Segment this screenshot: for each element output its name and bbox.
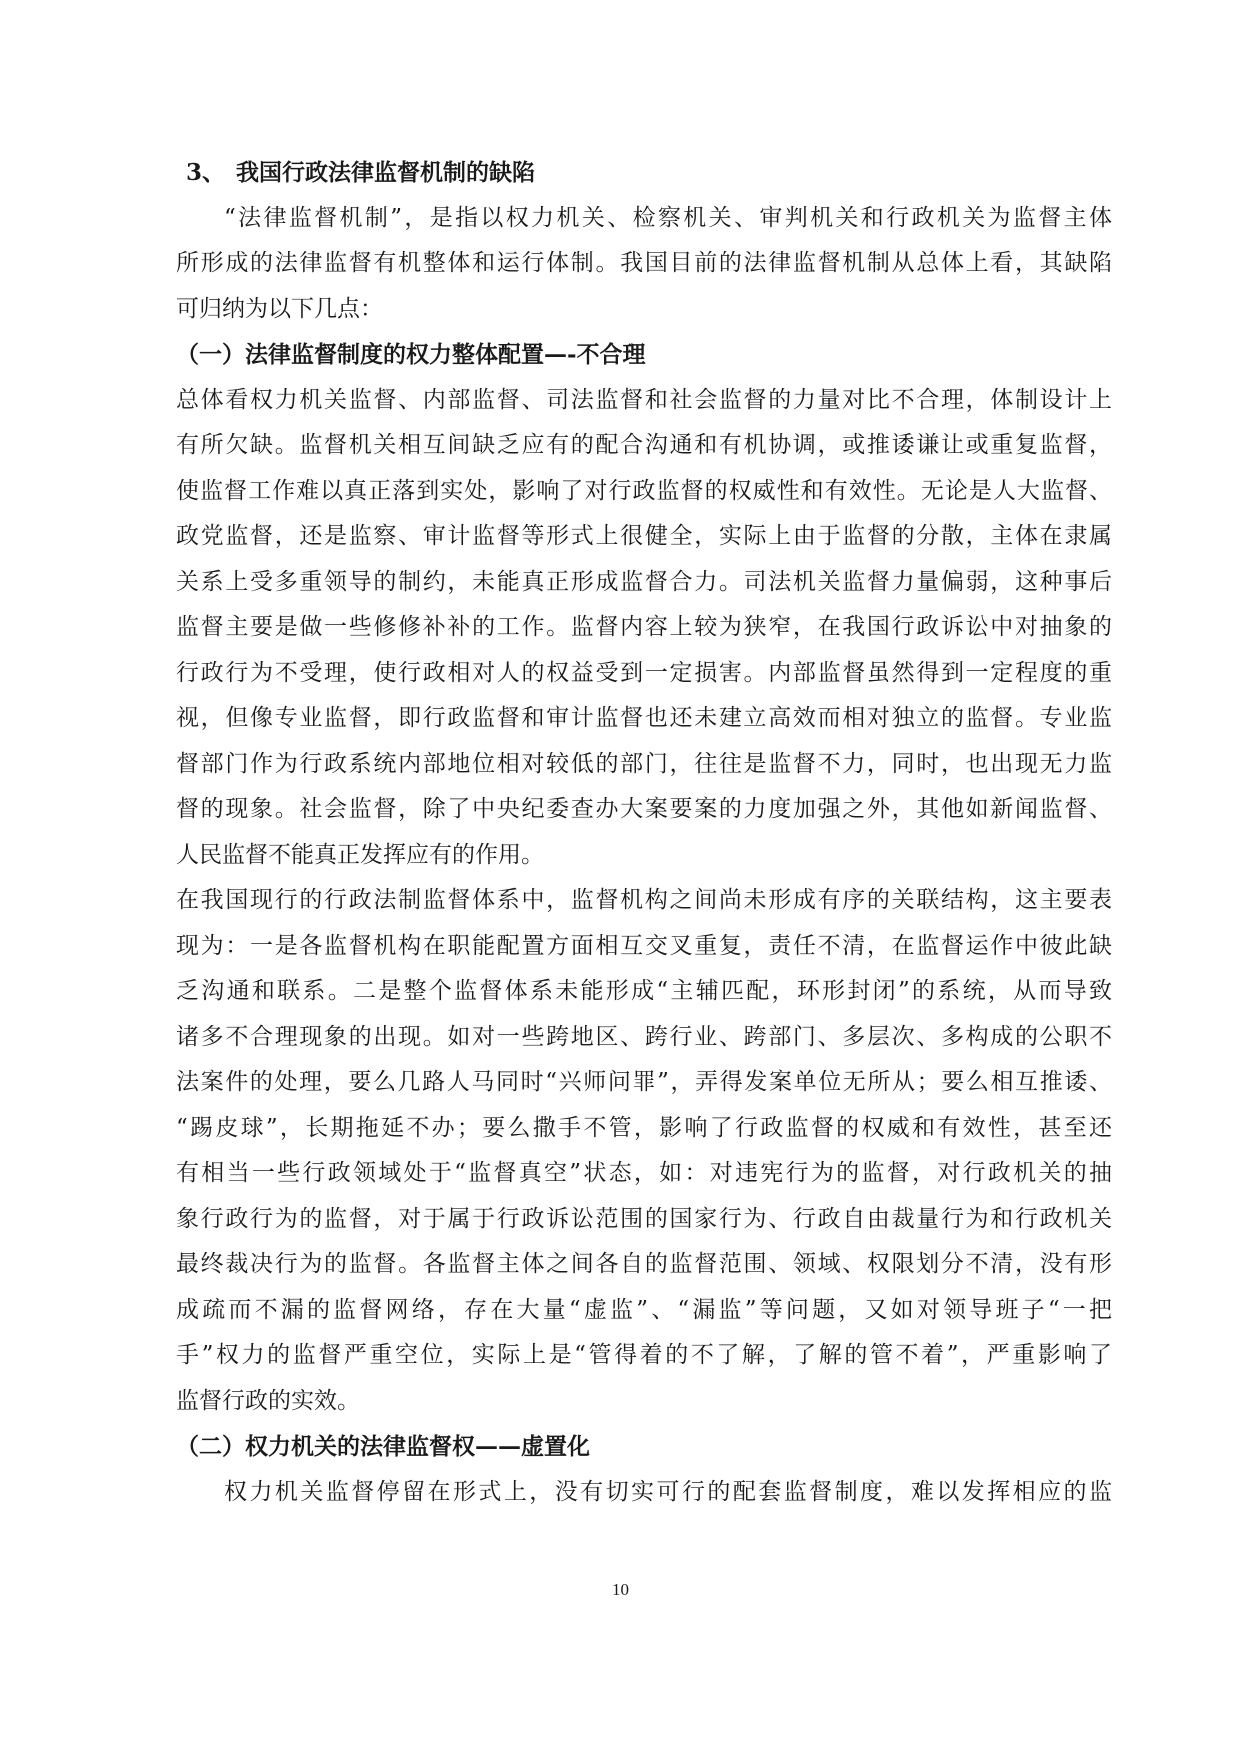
paragraph-1-line: 政党监督，还是监察、审计监督等形式上很健全，实际上由于监督的分散，主体在隶属 (176, 523, 1112, 549)
paragraph-2-line: 乏沟通和联系。二是整个监督体系未能形成“主辅匹配，环形封闭”的系统，从而导致 (176, 978, 1112, 1004)
intro-line: 可归纳为以下几点： (176, 295, 383, 322)
intro-line: “法律监督机制”，是指以权力机关、检察机关、审判机关和行政机关为监督主体 (224, 204, 1112, 231)
intro-line: 所形成的法律监督有机整体和运行体制。我国目前的法律监督机制从总体上看，其缺陷 (176, 250, 1112, 276)
paragraph-2-line: 现为：一是各监督机构在职能配置方面相互交叉重复，责任不清，在监督运作中彼此缺 (176, 932, 1112, 959)
paragraph-2-line: 监督行政的实效。 (176, 1387, 360, 1414)
paragraph-1-line: 关系上受多重领导的制约，未能真正形成监督合力。司法机关监督力量偏弱，这种事后 (176, 568, 1112, 595)
subheading-1: （一）法律监督制度的权力整体配置—-不合理 (176, 341, 646, 368)
paragraph-2-line: 象行政行为的监督，对于属于行政诉讼范围的国家行为、行政自由裁量行为和行政机关 (176, 1205, 1112, 1232)
section-title: 我国行政法律监督机制的缺陷 (236, 159, 535, 186)
paragraph-2-line: 诸多不合理现象的出现。如对一些跨地区、跨行业、跨部门、多层次、多构成的公职不 (176, 1023, 1112, 1050)
paragraph-1-line: 监督主要是做一些修修补补的工作。监督内容上较为狭窄，在我国行政诉讼中对抽象的 (176, 614, 1112, 640)
section-number: 3、 (186, 159, 226, 186)
paragraph-1-line: 行政行为不受理，使行政相对人的权益受到一定损害。内部监督虽然得到一定程度的重 (176, 659, 1112, 686)
paragraph-1-line: 使监督工作难以真正落到实处，影响了对行政监督的权威性和有效性。无论是人大监督、 (176, 477, 1112, 504)
paragraph-2-line: 在我国现行的行政法制监督体系中，监督机构之间尚未形成有序的关联结构，这主要表 (176, 887, 1112, 913)
paragraph-1-line: 视，但像专业监督，即行政监督和审计监督也还未建立高效而相对独立的监督。专业监 (176, 705, 1112, 731)
page-number: 10 (612, 1580, 629, 1599)
page-content (176, 150, 1112, 1515)
paragraph-2-line: 法案件的处理，要么几路人马同时“兴师问罪”，弄得发案单位无所从；要么相互推诿、 (176, 1069, 1112, 1095)
paragraph-1-line: 督的现象。社会监督，除了中央纪委查办大案要案的力度加强之外，其他如新闻监督、 (176, 796, 1112, 822)
paragraph-1-line: 有所欠缺。监督机关相互间缺乏应有的配合沟通和有机协调，或推诿谦让或重复监督， (176, 432, 1112, 458)
paragraph-3-line: 权力机关监督停留在形式上，没有切实可行的配套监督制度，难以发挥相应的监 (224, 1478, 1112, 1505)
paragraph-2-line: “踢皮球”，长期拖延不办；要么撒手不管，影响了行政监督的权威和有效性，甚至还 (176, 1114, 1112, 1141)
subheading-2: （二）权力机关的法律监督权——虚置化 (176, 1433, 590, 1460)
paragraph-2-line: 最终裁决行为的监督。各监督主体之间各自的监督范围、领域、权限划分不清，没有形 (176, 1251, 1112, 1277)
paragraph-2-line: 成疏而不漏的监督网络，存在大量“虚监”、“漏监”等问题，又如对领导班子“一把 (176, 1296, 1112, 1323)
paragraph-1-line: 人民监督不能真正发挥应有的作用。 (176, 841, 544, 868)
paragraph-1-line: 总体看权力机关监督、内部监督、司法监督和社会监督的力量对比不合理，体制设计上 (176, 386, 1112, 413)
paragraph-1-line: 督部门作为行政系统内部地位相对较低的部门，往往是监督不力，同时，也出现无力监 (176, 750, 1112, 777)
paragraph-2-line: 手”权力的监督严重空位，实际上是“管得着的不了解，了解的管不着”，严重影响了 (176, 1342, 1112, 1368)
section-heading (176, 150, 1112, 196)
paragraph-2-line: 有相当一些行政领域处于“监督真空”状态，如：对违宪行为的监督，对行政机关的抽 (176, 1160, 1112, 1186)
